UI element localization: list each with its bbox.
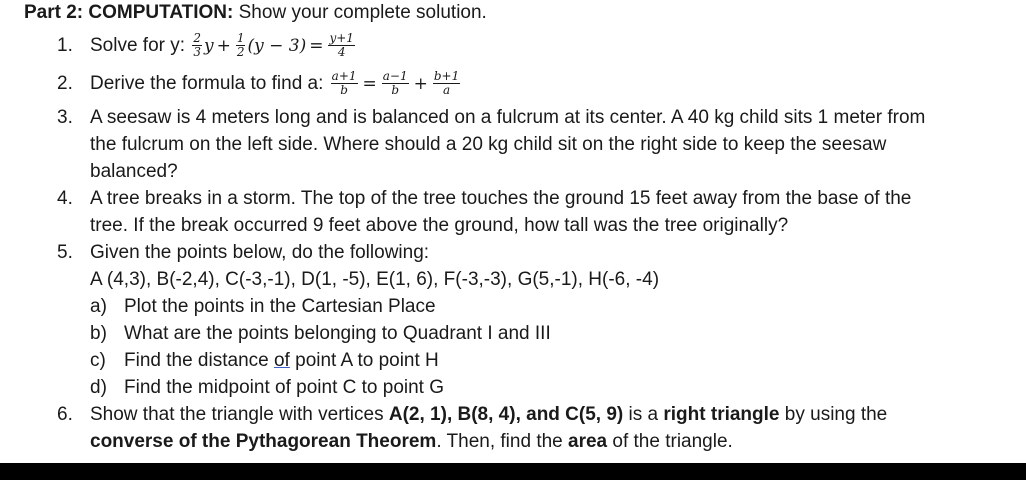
- question-line: tree. If the break occurred 9 feet above the ground, how tall was the tree originally?: [90, 215, 789, 236]
- question-2: 2. Derive the formula to find a: $\frac{a+1}{b}$ = $\frac{a-1}{b}$ + $\frac{b+1}{a}$: [57, 69, 460, 98]
- fraction-b-plus-one-over-a: $\frac{b+1}{a}$: [433, 69, 460, 98]
- question-1: 1. Solve for y: $\frac{2}{3}$ y + $\frac{1}{2}$ (y − 3) = $\frac{y+1}{4}$: [57, 31, 354, 60]
- question-number: 4.: [57, 188, 73, 209]
- question-number: 1.: [57, 35, 73, 56]
- question-line: Given the points below, do the following:: [90, 242, 430, 263]
- question-number: 5.: [57, 242, 73, 263]
- question-line: A seesaw is 4 meters long and is balanced on a fulcrum at its center. A 40 kg child sits 1 meter from: [90, 107, 926, 128]
- section-heading: [24, 2, 487, 24]
- question-prefix: Solve for y:: [90, 35, 191, 56]
- question-prefix: Derive the formula to find a:: [90, 73, 329, 94]
- question-line: converse of the Pythagorean Theorem. Then, find the area of the triangle.: [90, 431, 733, 452]
- question-6: [0, 401, 1010, 455]
- bottom-black-bar: [0, 463, 1026, 480]
- question-line: Show that the triangle with vertices A(2, 1), B(8, 4), and C(5, 9) is a right triangle by using the: [90, 404, 888, 425]
- part-instruction: Show your complete solution.: [233, 2, 487, 23]
- question-line: balanced?: [90, 161, 178, 182]
- part-label: Part 2: COMPUTATION:: [24, 2, 234, 23]
- question-line: the fulcrum on the left side. Where should a 20 kg child sit on the right side to keep the seesaw: [90, 134, 887, 155]
- question-number: 3.: [57, 107, 73, 128]
- question-4: [0, 185, 1010, 239]
- question-number: 2.: [57, 73, 73, 94]
- question-number: 6.: [57, 404, 73, 425]
- fraction-one-half: $\frac{1}{2}$: [236, 31, 245, 60]
- question-line: A tree breaks in a storm. The top of the tree touches the ground 15 feet away from the base of the: [90, 188, 912, 209]
- points-list: A (4,3), B(-2,4), C(-3,-1), D(1, -5), E(1, 6), F(-3,-3), G(5,-1), H(-6, -4): [90, 269, 660, 290]
- fraction-y-plus-one-over-four: $\frac{y+1}{4}$: [329, 31, 354, 60]
- fraction-a-plus-one-over-b: $\frac{a+1}{b}$: [331, 69, 357, 98]
- question-3: [0, 104, 1010, 185]
- underlined-word: of: [273, 350, 290, 371]
- fraction-a-minus-one-over-b: $\frac{a-1}{b}$: [382, 69, 408, 98]
- question-5: 5. Given the points below, do the following: A (4,3), B(-2,4), C(-3,-1), D(1, -5), E(1, 6), F(-3,-3), G(5,-1), H(-6, -4) a) Plot the points in the Cartesian Place b) What are the points belonging to Quadrant I and III c) Find the distance of point A to point H d) Find the midpoint of point C to point G: [0, 239, 1010, 401]
- fraction-two-thirds: $\frac{2}{3}$: [193, 31, 201, 60]
